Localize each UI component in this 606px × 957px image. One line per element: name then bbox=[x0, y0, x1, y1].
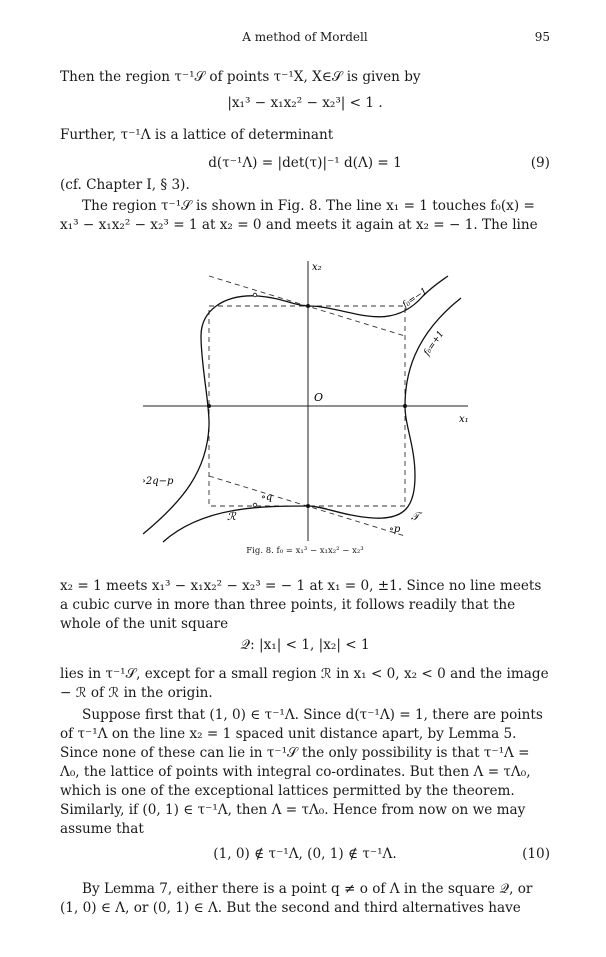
label-origin: O bbox=[314, 391, 324, 404]
label-x2: x₂ bbox=[312, 262, 322, 273]
point-lower-curve bbox=[253, 503, 257, 507]
label-region-S: 𝒯 bbox=[411, 510, 420, 523]
label-region-R: ℛ bbox=[227, 510, 236, 523]
label-2q-minus-p: ∘2q−p bbox=[143, 476, 174, 487]
point-top-axis bbox=[306, 304, 310, 308]
page-number: 95 bbox=[534, 30, 550, 44]
paragraph-lattice: Further, τ⁻¹Λ is a lattice of determinant bbox=[60, 127, 334, 143]
paragraph-lemma-7: By Lemma 7, either there is a point q ≠ o of Λ in the square 𝒬, or (1, 0) ∈ Λ, or (0, 1) ∈ Λ. But the second and third alternatives have bbox=[60, 881, 533, 916]
paragraph-exceptional-lattice: Suppose first that (1, 0) ∈ τ⁻¹Λ. Since d(τ⁻¹Λ) = 1, there are points of τ⁻¹Λ on the line x₂ = 1 spaced unit distance apart, by Lemma 5. Since none of these can lie in τ⁻¹𝒮 the only possibility is that τ⁻¹Λ = Λ₀, the lattice of points with integral co-ordinates. But then Λ = τΛ₀, which is one of the exceptional lattices permitted by the theorem. Similarly, if (0, 1) ∈ τ⁻¹Λ, then Λ = τΛ₀. Hence from now on we may assume that bbox=[60, 707, 543, 837]
label-p: ∘p bbox=[389, 524, 401, 535]
paragraph-unit-square: x₂ = 1 meets x₁³ − x₁x₂² − x₂³ = − 1 at x₁ = 0, ±1. Since no line meets a cubic curve in more than three points, it follows readily that the whole of the unit square bbox=[60, 578, 542, 632]
paragraph-reference: (cf. Chapter I, § 3). bbox=[60, 177, 190, 193]
paragraph-figure-intro: The region τ⁻¹𝒮 is shown in Fig. 8. The line x₁ = 1 touches f₀(x) = x₁³ − x₁x₂² − x₂³ = 1 at x₂ = 0 and meets it again at x₂ = − 1. The line bbox=[60, 198, 538, 233]
running-title: A method of Mordell bbox=[242, 30, 368, 44]
label-f0-plus: f₀=+1 bbox=[422, 329, 447, 358]
curve-f0-minus-one bbox=[143, 276, 448, 534]
running-header bbox=[60, 30, 550, 48]
equation-9-body: d(τ⁻¹Λ) = |det(τ)|⁻¹ d(Λ) = 1 bbox=[208, 155, 402, 171]
equation-9-number: (9) bbox=[530, 155, 550, 171]
point-right-axis bbox=[403, 404, 407, 408]
paragraph-region-def: Then the region τ⁻¹𝒮 of points τ⁻¹X, X∈𝒮 is given by bbox=[60, 69, 421, 85]
equation-9 bbox=[60, 155, 550, 171]
point-upper-curve bbox=[253, 293, 257, 297]
equation-10-number: (10) bbox=[522, 846, 550, 862]
curve-f0-plus-one bbox=[163, 298, 461, 542]
label-f0-minus: f₀=−1 bbox=[400, 286, 430, 311]
figure-8 bbox=[143, 256, 473, 546]
equation-region: |x₁³ − x₁x₂² − x₂³| < 1 . bbox=[227, 95, 383, 111]
paragraph-region-R: lies in τ⁻¹𝒮, except for a small region ℛ in x₁ < 0, x₂ < 0 and the image − ℛ of ℛ in the origin. bbox=[60, 666, 549, 701]
figure-8-caption: Fig. 8. f₀ = x₁³ − x₁x₂² − x₂³ bbox=[246, 546, 364, 556]
label-x1: x₁ bbox=[459, 414, 469, 425]
equation-10 bbox=[60, 846, 550, 862]
point-left-axis bbox=[207, 404, 211, 408]
figure-8-diagram bbox=[143, 256, 473, 546]
equation-square-Q: 𝒬: |x₁| < 1, |x₂| < 1 bbox=[240, 637, 370, 653]
label-q: ∘q bbox=[261, 492, 273, 503]
point-bottom-axis bbox=[306, 504, 310, 508]
equation-10-body: (1, 0) ∉ τ⁻¹Λ, (0, 1) ∉ τ⁻¹Λ. bbox=[213, 846, 397, 862]
